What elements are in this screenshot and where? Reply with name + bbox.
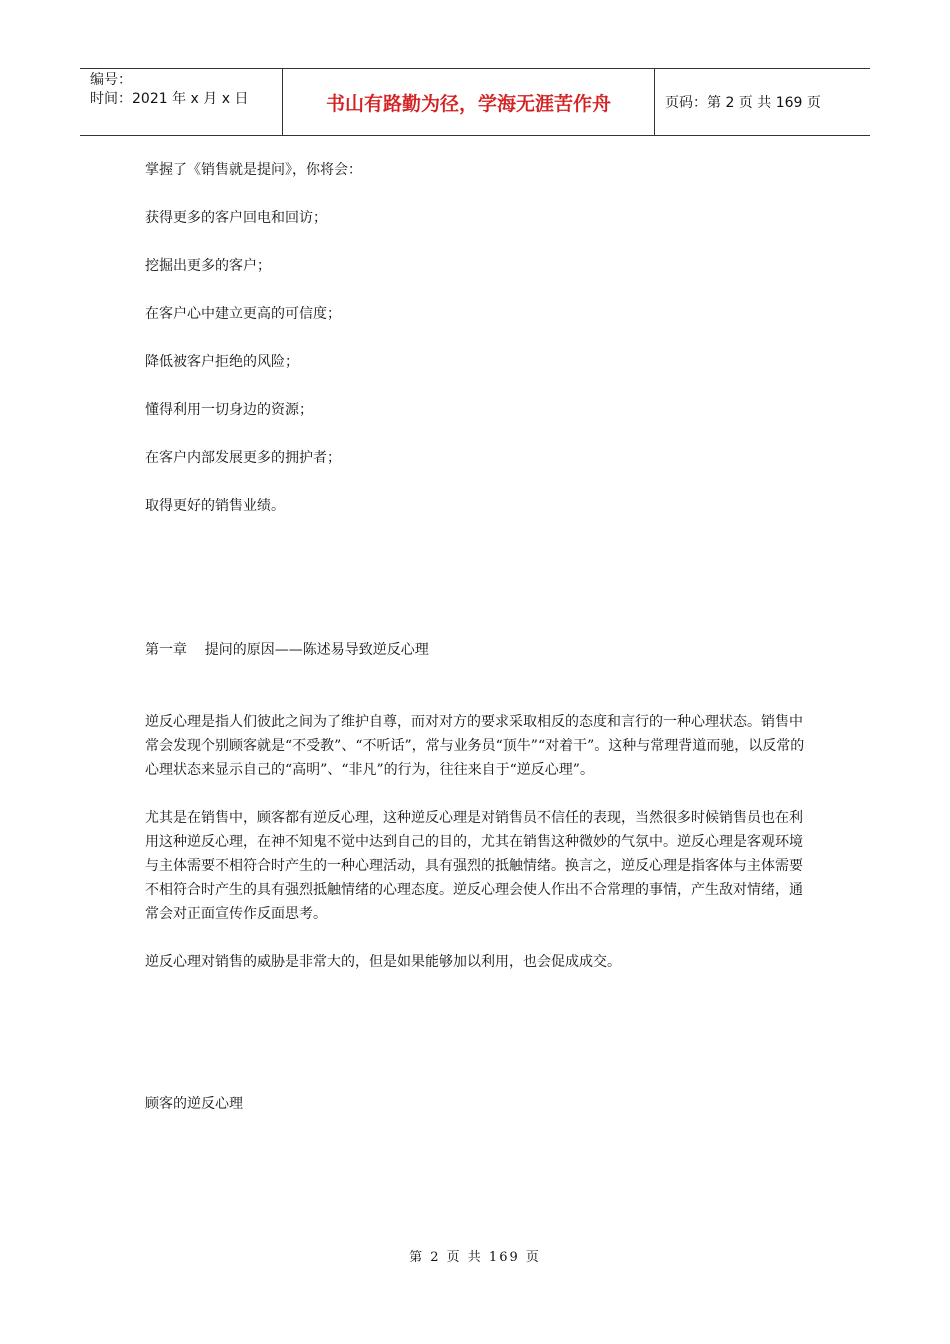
- intro-lead: 掌握了《销售就是提问》，你将会：: [145, 162, 362, 178]
- header-meta: [80, 69, 283, 135]
- body-paragraph: 尤其是在销售中，顾客都有逆反心理，这种逆反心理是对销售员不信任的表现，当然很多时候销售员也在利用这种逆反心理，在神不知鬼不觉中达到自己的目的，尤其在销售这种微妙的气氛中。逆反心理是客观环境与主体需要不相符合时产生的一种心理活动，具有强烈的抵触情绪。换言之，逆反心理是指客体与主体需要不相符合时产生的具有强烈抵触情绪的心理态度。逆反心理会使人作出不合常理的事情，产生敌对情绪，通常会对正面宣传作反面思考。: [145, 810, 803, 922]
- header-motto: 书山有路勤为径，学海无涯苦作舟: [283, 69, 655, 135]
- chapter-title: 第一章 提问的原因——陈述易导致逆反心理: [145, 642, 429, 658]
- page-header: [80, 68, 870, 136]
- document-time: 时间：2021 年 x 月 x 日: [90, 91, 249, 107]
- section-heading: 顾客的逆反心理: [145, 1096, 243, 1112]
- list-item: 在客户心中建立更高的可信度；: [145, 306, 341, 322]
- list-item: 懂得利用一切身边的资源；: [145, 402, 313, 418]
- list-item: 取得更好的销售业绩。: [145, 498, 285, 514]
- header-page-info: 页码：第 2 页 共 169 页: [665, 95, 821, 111]
- list-item: 获得更多的客户回电和回访；: [145, 210, 327, 226]
- body-paragraph: 逆反心理是指人们彼此之间为了维护自尊，而对对方的要求采取相反的态度和言行的一种心理状态。销售中常会发现个别顾客就是“不受教”、“不听话”，常与业务员“顶牛”“对着干”。这种与常理背道而驰，以反常的心理状态来显示自己的“高明”、“非凡”的行为，往往来自于“逆反心理”。: [145, 714, 805, 778]
- list-item: 降低被客户拒绝的风险；: [145, 354, 299, 370]
- list-item: 挖掘出更多的客户；: [145, 258, 271, 274]
- document-number-label: 编号：: [90, 72, 132, 88]
- list-item: 在客户内部发展更多的拥护者；: [145, 450, 341, 466]
- page-footer: 第 2 页 共 169 页: [409, 1250, 541, 1265]
- body-paragraph: 逆反心理对销售的威胁是非常大的，但是如果能够加以利用，也会促成成交。: [145, 954, 621, 970]
- document-body: [145, 158, 815, 1116]
